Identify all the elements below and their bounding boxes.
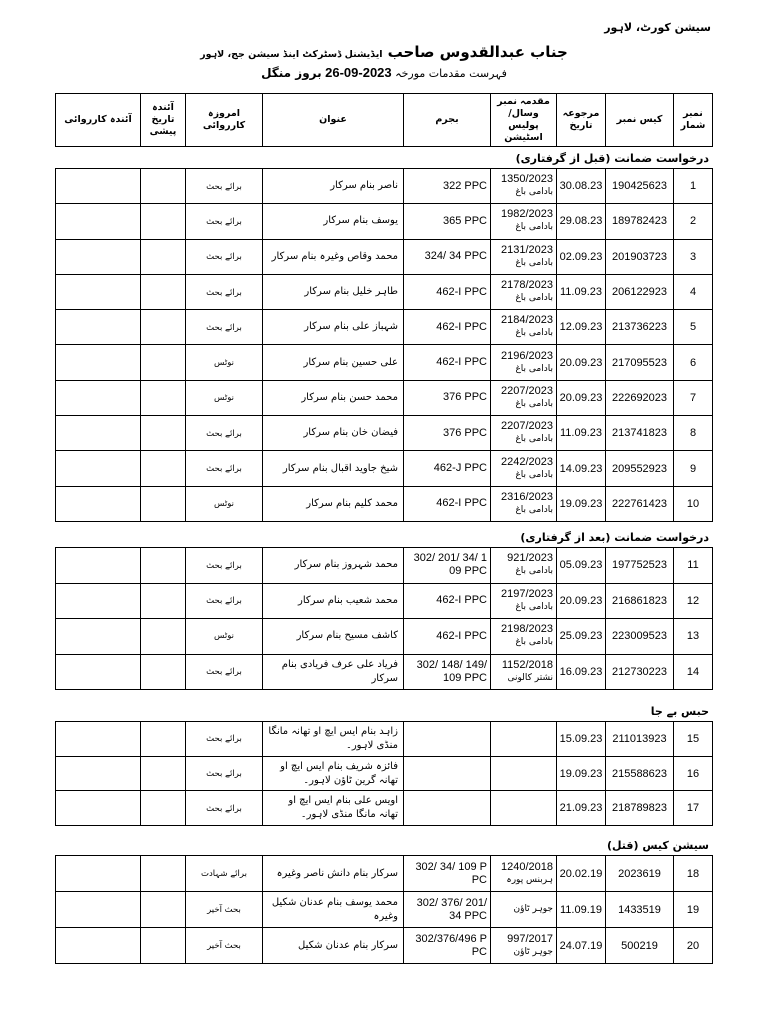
next-proceeding-cell: [56, 451, 141, 486]
referred-date-cell: 15.09.23: [557, 722, 606, 757]
section-post-arrest-bail: [55, 529, 712, 690]
next-date-cell: [141, 928, 186, 964]
list-day: بروز منگل: [261, 66, 322, 80]
next-date-cell: [141, 239, 186, 274]
serial-number-cell: 9: [674, 451, 713, 486]
fir-cell: [491, 548, 557, 584]
police-station: جوہر ٹاؤن: [513, 904, 553, 914]
police-station: بادامی باغ: [515, 434, 553, 445]
serial-number-cell: 3: [674, 239, 713, 274]
offence-cell: [404, 791, 491, 826]
case-number-cell: 222761423: [606, 486, 674, 521]
proceeding-cell: برائے بحث: [186, 204, 263, 239]
proceeding-cell: نوٹس: [186, 380, 263, 415]
header-fir: مقدمہ نمبر وسال/ پولیس اسٹیشن: [491, 94, 557, 147]
offence-cell: 462-I PPC: [404, 310, 491, 345]
fir-cell: [491, 239, 557, 274]
police-station: بادامی باغ: [515, 293, 553, 304]
proceeding-cell: برائے بحث: [186, 451, 263, 486]
next-date-cell: [141, 451, 186, 486]
offence-cell: 302/ 201/ 34/ 1 09 PPC: [404, 548, 491, 584]
proceeding-cell: برائے بحث: [186, 654, 263, 690]
table-row: [56, 169, 713, 204]
next-proceeding-cell: [56, 486, 141, 521]
case-number-cell: 189782423: [606, 204, 674, 239]
proceeding-cell: برائے بحث: [186, 791, 263, 826]
fir-cell: [491, 583, 557, 619]
fir-cell: [491, 756, 557, 791]
referred-date-cell: 16.09.23: [557, 654, 606, 690]
serial-number-cell: 12: [674, 583, 713, 619]
next-proceeding-cell: [56, 856, 141, 892]
police-station: نشتر کالونی: [507, 672, 553, 683]
serial-number-cell: 11: [674, 548, 713, 584]
fir-cell: [491, 274, 557, 309]
next-proceeding-cell: [56, 380, 141, 415]
fir-number: 2131/2023: [501, 243, 553, 256]
case-title-cell: سرکار بنام عدنان شکیل: [263, 928, 404, 964]
case-number-cell: 216861823: [606, 583, 674, 619]
proceeding-cell: برائے بحث: [186, 310, 263, 345]
case-number-cell: 190425623: [606, 169, 674, 204]
table-row: [56, 928, 713, 964]
case-number-cell: 209552923: [606, 451, 674, 486]
next-date-cell: [141, 619, 186, 655]
header-next-date: آئندہ تاریخ پیشی: [141, 94, 186, 147]
next-date-cell: [141, 654, 186, 690]
case-table: [55, 168, 713, 522]
fir-number: 2316/2023: [501, 490, 553, 503]
table-row: [56, 856, 713, 892]
police-station: بادامی باغ: [515, 504, 553, 515]
next-date-cell: [141, 722, 186, 757]
fir-number: 1240/2018: [501, 860, 553, 873]
case-title-cell: سرکار بنام دانش ناصر وغیرہ: [263, 856, 404, 892]
case-number-cell: 222692023: [606, 380, 674, 415]
proceeding-cell: نوٹس: [186, 619, 263, 655]
table-row: [56, 239, 713, 274]
referred-date-cell: 11.09.23: [557, 416, 606, 451]
next-date-cell: [141, 856, 186, 892]
case-number-cell: 500219: [606, 928, 674, 964]
case-title-cell: محمد کلیم بنام سرکار: [263, 486, 404, 521]
serial-number-cell: 5: [674, 310, 713, 345]
police-station: بادامی باغ: [515, 637, 553, 648]
offence-cell: 302/ 148/ 149/ 109 PPC: [404, 654, 491, 690]
police-station: بادامی باغ: [515, 328, 553, 339]
offence-cell: 324/ 34 PPC: [404, 239, 491, 274]
fir-cell: [491, 856, 557, 892]
next-proceeding-cell: [56, 892, 141, 928]
serial-number-cell: 15: [674, 722, 713, 757]
next-proceeding-cell: [56, 416, 141, 451]
referred-date-cell: 20.09.23: [557, 583, 606, 619]
serial-number-cell: 20: [674, 928, 713, 964]
section-session-case-murder: [55, 837, 712, 964]
proceeding-cell: بحث آخیر: [186, 892, 263, 928]
table-row: [56, 345, 713, 380]
table-row: [56, 583, 713, 619]
case-number-cell: 197752523: [606, 548, 674, 584]
referred-date-cell: 11.09.23: [557, 274, 606, 309]
case-title-cell: علی حسین بنام سرکار: [263, 345, 404, 380]
referred-date-cell: 29.08.23: [557, 204, 606, 239]
next-proceeding-cell: [56, 583, 141, 619]
fir-cell: [491, 204, 557, 239]
fir-number: 1152/2018: [501, 658, 553, 671]
next-date-cell: [141, 169, 186, 204]
case-number-cell: 218789823: [606, 791, 674, 826]
header-row: [56, 94, 713, 147]
table-row: [56, 654, 713, 690]
offence-cell: 462-I PPC: [404, 274, 491, 309]
serial-number-cell: 17: [674, 791, 713, 826]
serial-number-cell: 13: [674, 619, 713, 655]
case-number-cell: 201903723: [606, 239, 674, 274]
offence-cell: 462-J PPC: [404, 451, 491, 486]
list-date: 26-09-2023: [325, 65, 392, 80]
police-station: بادامی باغ: [515, 363, 553, 374]
next-date-cell: [141, 274, 186, 309]
referred-date-cell: 30.08.23: [557, 169, 606, 204]
offence-cell: 462-I PPC: [404, 345, 491, 380]
section-heading: سیشن کیس (قتل): [606, 839, 709, 852]
section-pre-arrest-bail: [55, 150, 712, 522]
offence-cell: 302/ 34/ 109 P PC: [404, 856, 491, 892]
serial-number-cell: 4: [674, 274, 713, 309]
fir-cell: [491, 892, 557, 928]
offence-cell: 322 PPC: [404, 169, 491, 204]
section-heading: درخواست ضمانت (قبل از گرفتاری): [515, 152, 709, 165]
proceeding-cell: برائے شہادت: [186, 856, 263, 892]
next-date-cell: [141, 380, 186, 415]
header-next-proceeding: آئندہ کارروائی: [56, 94, 141, 147]
fir-cell: [491, 486, 557, 521]
table-row: [56, 756, 713, 791]
fir-number: 2242/2023: [501, 455, 553, 468]
next-proceeding-cell: [56, 756, 141, 791]
referred-date-cell: 25.09.23: [557, 619, 606, 655]
referred-date-cell: 12.09.23: [557, 310, 606, 345]
case-title-cell: زاہد بنام ایس ایچ او تھانہ مانگا منڈی لاہور۔: [263, 722, 404, 757]
judge-line: [0, 42, 768, 61]
fir-cell: [491, 722, 557, 757]
next-date-cell: [141, 345, 186, 380]
proceeding-cell: برائے بحث: [186, 169, 263, 204]
table-row: [56, 722, 713, 757]
serial-number-cell: 1: [674, 169, 713, 204]
proceeding-cell: برائے بحث: [186, 548, 263, 584]
case-number-cell: 212730223: [606, 654, 674, 690]
fir-cell: [491, 791, 557, 826]
serial-number-cell: 2: [674, 204, 713, 239]
judge-name: جناب عبدالقدوس صاحب: [387, 43, 568, 61]
serial-number-cell: 18: [674, 856, 713, 892]
offence-cell: 462-I PPC: [404, 583, 491, 619]
table-row: [56, 204, 713, 239]
case-title-cell: اویس علی بنام ایس ایچ او تھانہ مانگا منڈی لاہور۔: [263, 791, 404, 826]
next-proceeding-cell: [56, 722, 141, 757]
section-heading: حبس بے جا: [650, 705, 709, 718]
case-number-cell: 2023619: [606, 856, 674, 892]
case-number-cell: 215588623: [606, 756, 674, 791]
next-date-cell: [141, 756, 186, 791]
case-number-cell: 1433519: [606, 892, 674, 928]
referred-date-cell: 05.09.23: [557, 548, 606, 584]
case-table: [55, 721, 713, 826]
next-proceeding-cell: [56, 204, 141, 239]
table-row: [56, 416, 713, 451]
offence-cell: 376 PPC: [404, 380, 491, 415]
fir-cell: [491, 928, 557, 964]
fir-number: 2207/2023: [501, 384, 553, 397]
table-row: [56, 619, 713, 655]
next-proceeding-cell: [56, 791, 141, 826]
case-title-cell: یوسف بنام سرکار: [263, 204, 404, 239]
proceeding-cell: برائے بحث: [186, 756, 263, 791]
header-title: عنوان: [263, 94, 404, 147]
header-referred-date: مرجوعہ تاریخ: [557, 94, 606, 147]
case-title-cell: محمد شعیب بنام سرکار: [263, 583, 404, 619]
case-title-cell: فائزہ شریف بنام ایس ایچ او تھانہ گرین ٹاؤن لاہور۔: [263, 756, 404, 791]
section-heading: درخواست ضمانت (بعد از گرفتاری): [520, 531, 709, 544]
case-title-cell: شیخ جاوید اقبال بنام سرکار: [263, 451, 404, 486]
police-station: بادامی باغ: [515, 222, 553, 233]
next-date-cell: [141, 791, 186, 826]
case-number-cell: 223009523: [606, 619, 674, 655]
header-case-number: کیس نمبر: [606, 94, 674, 147]
proceeding-cell: برائے بحث: [186, 583, 263, 619]
offence-cell: [404, 722, 491, 757]
next-proceeding-cell: [56, 654, 141, 690]
case-title-cell: طاہر خلیل بنام سرکار: [263, 274, 404, 309]
header-proceeding: امروزہ کارروائی: [186, 94, 263, 147]
next-proceeding-cell: [56, 239, 141, 274]
referred-date-cell: 20.09.23: [557, 380, 606, 415]
offence-cell: 302/ 376/ 201/ 34 PPC: [404, 892, 491, 928]
next-proceeding-cell: [56, 169, 141, 204]
case-title-cell: فیضان خان بنام سرکار: [263, 416, 404, 451]
next-date-cell: [141, 486, 186, 521]
table-row: [56, 548, 713, 584]
next-date-cell: [141, 416, 186, 451]
case-title-cell: محمد شہروز بنام سرکار: [263, 548, 404, 584]
fir-cell: [491, 310, 557, 345]
next-proceeding-cell: [56, 310, 141, 345]
serial-number-cell: 7: [674, 380, 713, 415]
table-row: [56, 310, 713, 345]
police-station: بادامی باغ: [515, 566, 553, 577]
police-station: بادامی باغ: [515, 398, 553, 409]
proceeding-cell: برائے بحث: [186, 274, 263, 309]
case-table: [55, 547, 713, 690]
proceeding-cell: برائے بحث: [186, 239, 263, 274]
table-row: [56, 486, 713, 521]
case-title-cell: شہباز علی بنام سرکار: [263, 310, 404, 345]
next-proceeding-cell: [56, 345, 141, 380]
fir-number: 1350/2023: [501, 173, 553, 186]
fir-cell: [491, 654, 557, 690]
next-date-cell: [141, 892, 186, 928]
serial-number-cell: 10: [674, 486, 713, 521]
table-row: [56, 451, 713, 486]
serial-number-cell: 8: [674, 416, 713, 451]
fir-cell: [491, 416, 557, 451]
police-station: بادامی باغ: [515, 257, 553, 268]
referred-date-cell: 02.09.23: [557, 239, 606, 274]
fir-number: 997/2017: [507, 932, 553, 945]
fir-number: 2197/2023: [501, 587, 553, 600]
case-number-cell: 206122923: [606, 274, 674, 309]
offence-cell: 302/376/496 P PC: [404, 928, 491, 964]
fir-number: 2196/2023: [501, 349, 553, 362]
serial-number-cell: 16: [674, 756, 713, 791]
police-station: جوہر ٹاؤن: [513, 946, 553, 957]
offence-cell: 462-I PPC: [404, 619, 491, 655]
case-number-cell: 213736223: [606, 310, 674, 345]
serial-number-cell: 19: [674, 892, 713, 928]
case-title-cell: محمد حسن بنام سرکار: [263, 380, 404, 415]
fir-number: 2178/2023: [501, 279, 553, 292]
offence-cell: 462-I PPC: [404, 486, 491, 521]
next-date-cell: [141, 583, 186, 619]
referred-date-cell: 24.07.19: [557, 928, 606, 964]
proceeding-cell: نوٹس: [186, 345, 263, 380]
table-row: [56, 791, 713, 826]
next-date-cell: [141, 310, 186, 345]
case-title-cell: فریاد علی عرف فریادی بنام سرکار: [263, 654, 404, 690]
fir-number: 921/2023: [507, 552, 553, 565]
police-station: بادامی باغ: [515, 187, 553, 198]
case-title-cell: محمد یوسف بنام عدنان شکیل وغیرہ: [263, 892, 404, 928]
next-proceeding-cell: [56, 274, 141, 309]
header-offence: بجرم: [404, 94, 491, 147]
proceeding-cell: برائے بحث: [186, 722, 263, 757]
referred-date-cell: 20.09.23: [557, 345, 606, 380]
table-row: [56, 892, 713, 928]
next-proceeding-cell: [56, 548, 141, 584]
case-number-cell: 211013923: [606, 722, 674, 757]
serial-number-cell: 14: [674, 654, 713, 690]
offence-cell: 376 PPC: [404, 416, 491, 451]
offence-cell: 365 PPC: [404, 204, 491, 239]
next-date-cell: [141, 204, 186, 239]
serial-number-cell: 6: [674, 345, 713, 380]
referred-date-cell: 11.09.19: [557, 892, 606, 928]
case-number-cell: 217095523: [606, 345, 674, 380]
proceeding-cell: بحث آخیر: [186, 928, 263, 964]
judge-designation: ایڈیشنل ڈسٹرکٹ اینڈ سیشن جج، لاہور: [200, 49, 383, 60]
fir-number: 2198/2023: [501, 623, 553, 636]
fir-cell: [491, 169, 557, 204]
case-title-cell: کاشف مسیح بنام سرکار: [263, 619, 404, 655]
proceeding-cell: برائے بحث: [186, 416, 263, 451]
referred-date-cell: 20.02.19: [557, 856, 606, 892]
fir-number: 2207/2023: [501, 420, 553, 433]
fir-cell: [491, 451, 557, 486]
offence-cell: [404, 756, 491, 791]
fir-cell: [491, 619, 557, 655]
police-station: ہربنس پورہ: [506, 874, 553, 885]
next-proceeding-cell: [56, 928, 141, 964]
police-station: بادامی باغ: [515, 601, 553, 612]
case-title-cell: ناصر بنام سرکار: [263, 169, 404, 204]
fir-cell: [491, 345, 557, 380]
referred-date-cell: 21.09.23: [557, 791, 606, 826]
next-proceeding-cell: [56, 619, 141, 655]
table-row: [56, 274, 713, 309]
table-row: [56, 380, 713, 415]
referred-date-cell: 14.09.23: [557, 451, 606, 486]
case-title-cell: محمد وقاص وغیرہ بنام سرکار: [263, 239, 404, 274]
fir-cell: [491, 380, 557, 415]
cause-list-title: [0, 65, 768, 80]
fir-number: 1982/2023: [501, 208, 553, 221]
column-header-table: [55, 93, 712, 147]
case-number-cell: 213741823: [606, 416, 674, 451]
referred-date-cell: 19.09.23: [557, 756, 606, 791]
referred-date-cell: 19.09.23: [557, 486, 606, 521]
case-table: [55, 855, 713, 964]
section-illegal-detention: [55, 703, 712, 826]
fir-number: 2184/2023: [501, 314, 553, 327]
header-serial: نمبر شمار: [674, 94, 713, 147]
police-station: بادامی باغ: [515, 469, 553, 480]
list-label: فہرست مقدمات مورخہ: [395, 67, 507, 80]
court-name: سیشن کورٹ، لاہور: [604, 21, 711, 34]
proceeding-cell: نوٹس: [186, 486, 263, 521]
next-date-cell: [141, 548, 186, 584]
